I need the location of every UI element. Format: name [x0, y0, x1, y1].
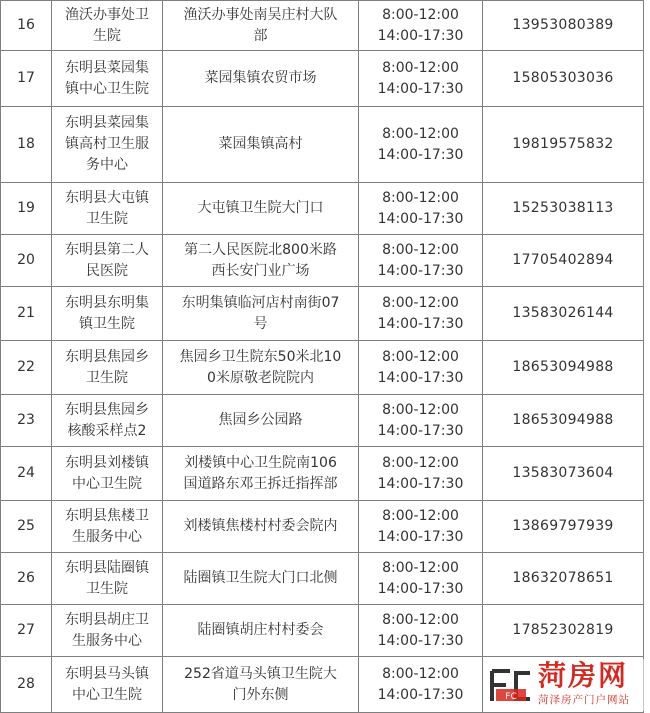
site-address-cell	[163, 657, 359, 713]
site-name-cell	[52, 341, 163, 395]
site-address-line: 大屯镇卫生院大门口	[197, 200, 324, 216]
site-name-line: 东明县刘楼镇	[65, 454, 149, 471]
site-name-line: 东明县陆圈镇	[65, 559, 149, 576]
site-address-line: 号	[253, 315, 268, 332]
site-address-line: 0米原敬老院院内	[207, 369, 314, 386]
opening-hours-line: 8:00-12:00	[382, 294, 459, 311]
opening-hours-line: 8:00-12:00	[382, 348, 459, 365]
row-number-cell: 17	[1, 51, 52, 107]
site-name-cell	[52, 51, 163, 107]
opening-hours-cell	[359, 235, 483, 287]
site-name-line: 卫生院	[86, 210, 128, 227]
table-row	[1, 553, 644, 605]
opening-hours-line: 8:00-12:00	[382, 454, 459, 471]
opening-hours-line: 8:00-12:00	[382, 665, 459, 682]
opening-hours-line: 14:00-17:30	[377, 27, 464, 44]
table-row	[1, 107, 644, 183]
site-name-cell	[52, 183, 163, 235]
site-address-line: 菜园集镇高村	[218, 136, 303, 152]
phone-cell: 13583073604	[483, 447, 644, 501]
site-address-line: 国道路东邓王拆迁指挥部	[183, 475, 338, 492]
site-name-line: 东明县大屯镇	[65, 189, 149, 206]
row-number-cell: 24	[1, 447, 52, 501]
site-address-line: 部	[253, 27, 268, 44]
site-name-line: 中心卫生院	[72, 686, 142, 703]
site-name-cell	[52, 501, 163, 553]
site-name-line: 镇高村卫生服	[65, 136, 149, 152]
site-name-cell	[52, 447, 163, 501]
opening-hours-cell	[359, 107, 483, 183]
site-name-line: 中心卫生院	[72, 475, 142, 492]
site-name-line: 核酸采样点2	[67, 422, 147, 439]
site-name-line: 民医院	[86, 262, 128, 279]
site-address-cell	[163, 287, 359, 341]
opening-hours-line: 8:00-12:00	[382, 59, 459, 76]
site-name-line: 东明县菜园集	[65, 59, 149, 76]
site-name-line: 东明县焦园乡	[65, 348, 149, 365]
table-row	[1, 183, 644, 235]
site-address-line: 陆圈镇卫生院大门口北侧	[183, 570, 338, 586]
site-name-line: 东明县第二人	[65, 241, 149, 258]
site-address-line: 东明集镇临河店村南街07	[181, 294, 340, 311]
site-name-line: 卫生院	[86, 580, 128, 597]
table-row	[1, 447, 644, 501]
opening-hours-line: 8:00-12:00	[382, 401, 459, 418]
row-number-cell: 21	[1, 287, 52, 341]
site-address-line: 焦园乡公园路	[218, 412, 303, 428]
site-address-line: 渔沃办事处南吴庄村大队	[183, 6, 338, 23]
opening-hours-cell	[359, 447, 483, 501]
opening-hours-cell	[359, 553, 483, 605]
opening-hours-cell	[359, 605, 483, 657]
site-address-line: 第二人民医院北800米路	[184, 241, 337, 258]
site-name-line: 镇中心卫生院	[65, 80, 149, 97]
site-name-cell	[52, 235, 163, 287]
opening-hours-cell	[359, 287, 483, 341]
site-address-line: 陆圈镇胡庄村村委会	[197, 622, 324, 638]
site-address-cell	[163, 341, 359, 395]
site-address-cell	[163, 1, 359, 51]
site-address-line: 西长安门业广场	[211, 262, 310, 279]
site-name-line: 东明县胡庄卫	[65, 611, 149, 628]
opening-hours-line: 14:00-17:30	[377, 80, 464, 97]
table-row	[1, 235, 644, 287]
row-number-cell: 22	[1, 341, 52, 395]
row-number-cell: 28	[1, 657, 52, 713]
site-name-cell	[52, 1, 163, 51]
table-body	[1, 1, 644, 713]
site-name-line: 生服务中心	[72, 632, 142, 649]
row-number-cell: 20	[1, 235, 52, 287]
row-number-cell: 27	[1, 605, 52, 657]
table-row	[1, 395, 644, 447]
opening-hours-line: 8:00-12:00	[382, 611, 459, 628]
phone-cell: 18653094988	[483, 395, 644, 447]
opening-hours-cell	[359, 51, 483, 107]
opening-hours-cell	[359, 501, 483, 553]
opening-hours-line: 14:00-17:30	[377, 580, 464, 597]
opening-hours-line: 14:00-17:30	[377, 422, 464, 439]
phone-cell: 19819575832	[483, 107, 644, 183]
watermark-site-name: 菏房网	[538, 659, 629, 692]
site-name-line: 生院	[93, 27, 121, 44]
table-row	[1, 51, 644, 107]
phone-cell: 13583026144	[483, 287, 644, 341]
opening-hours-line: 8:00-12:00	[382, 507, 459, 524]
site-name-line: 东明县东明集	[65, 294, 149, 311]
site-name-cell	[52, 107, 163, 183]
opening-hours-cell	[359, 395, 483, 447]
site-name-line: 东明县马头镇	[65, 665, 149, 682]
opening-hours-cell	[359, 341, 483, 395]
site-name-cell	[52, 605, 163, 657]
opening-hours-cell	[359, 657, 483, 713]
site-address-cell	[163, 235, 359, 287]
site-name-line: 东明县焦园乡	[65, 401, 149, 418]
site-address-cell	[163, 605, 359, 657]
row-number-cell: 16	[1, 1, 52, 51]
site-address-line: 刘楼镇焦楼村村委会院内	[183, 518, 338, 534]
opening-hours-line: 14:00-17:30	[377, 210, 464, 227]
site-address-cell	[163, 501, 359, 553]
site-address-line: 菜园集镇农贸市场	[204, 70, 317, 86]
site-name-cell	[52, 657, 163, 713]
opening-hours-cell	[359, 183, 483, 235]
site-name-line: 镇卫生院	[79, 315, 135, 332]
opening-hours-line: 14:00-17:30	[377, 632, 464, 649]
row-number-cell: 26	[1, 553, 52, 605]
phone-cell: 13953080389	[483, 1, 644, 51]
opening-hours-line: 14:00-17:30	[377, 369, 464, 386]
site-address-cell	[163, 51, 359, 107]
opening-hours-cell	[359, 1, 483, 51]
opening-hours-line: 14:00-17:30	[377, 686, 464, 703]
phone-cell: 18632078651	[483, 553, 644, 605]
phone-cell: 18653094988	[483, 341, 644, 395]
site-address-cell	[163, 395, 359, 447]
site-address-line: 252省道马头镇卫生院大	[184, 665, 337, 682]
phone-cell: 15253038113	[483, 183, 644, 235]
opening-hours-line: 8:00-12:00	[382, 6, 459, 23]
site-name-cell	[52, 553, 163, 605]
site-address-cell	[163, 183, 359, 235]
site-name-line: 卫生院	[86, 369, 128, 386]
opening-hours-line: 14:00-17:30	[377, 475, 464, 492]
row-number-cell: 18	[1, 107, 52, 183]
table-row	[1, 287, 644, 341]
site-address-line: 门外东侧	[232, 686, 289, 703]
row-number-cell: 25	[1, 501, 52, 553]
site-name-line: 渔沃办事处卫	[65, 6, 149, 23]
site-address-line: 焦园乡卫生院东50米北10	[179, 348, 342, 365]
opening-hours-line: 14:00-17:30	[377, 528, 464, 545]
table-row	[1, 341, 644, 395]
site-address-cell	[163, 447, 359, 501]
watermark-tagline: 菏泽房产门户网站	[538, 694, 630, 706]
phone-cell: 13869797939	[483, 501, 644, 553]
opening-hours-line: 8:00-12:00	[382, 241, 459, 258]
site-name-line: 东明县菜园集	[65, 115, 149, 131]
opening-hours-line: 8:00-12:00	[382, 125, 459, 142]
row-number-cell: 23	[1, 395, 52, 447]
table-row	[1, 501, 644, 553]
site-address-cell	[163, 107, 359, 183]
fc-logo-icon	[488, 665, 534, 707]
opening-hours-line: 8:00-12:00	[382, 559, 459, 576]
site-name-line: 生服务中心	[72, 528, 142, 545]
row-number-cell: 19	[1, 183, 52, 235]
fc-logo-text: FC	[505, 692, 517, 702]
site-name-line: 东明县焦楼卫	[65, 507, 149, 524]
table-row	[1, 605, 644, 657]
table-row	[1, 1, 644, 51]
site-address-cell	[163, 553, 359, 605]
opening-hours-line: 14:00-17:30	[377, 262, 464, 279]
phone-cell: 17705402894	[483, 235, 644, 287]
opening-hours-line: 8:00-12:00	[382, 189, 459, 206]
opening-hours-line: 14:00-17:30	[377, 315, 464, 332]
site-name-cell	[52, 287, 163, 341]
site-name-line: 务中心	[86, 157, 128, 173]
opening-hours-line: 14:00-17:30	[377, 146, 464, 163]
site-name-cell	[52, 395, 163, 447]
site-address-line: 刘楼镇中心卫生院南106	[184, 454, 337, 471]
phone-cell: 15805303036	[483, 51, 644, 107]
phone-cell: 17852302819	[483, 605, 644, 657]
watermark-logo	[486, 659, 648, 711]
